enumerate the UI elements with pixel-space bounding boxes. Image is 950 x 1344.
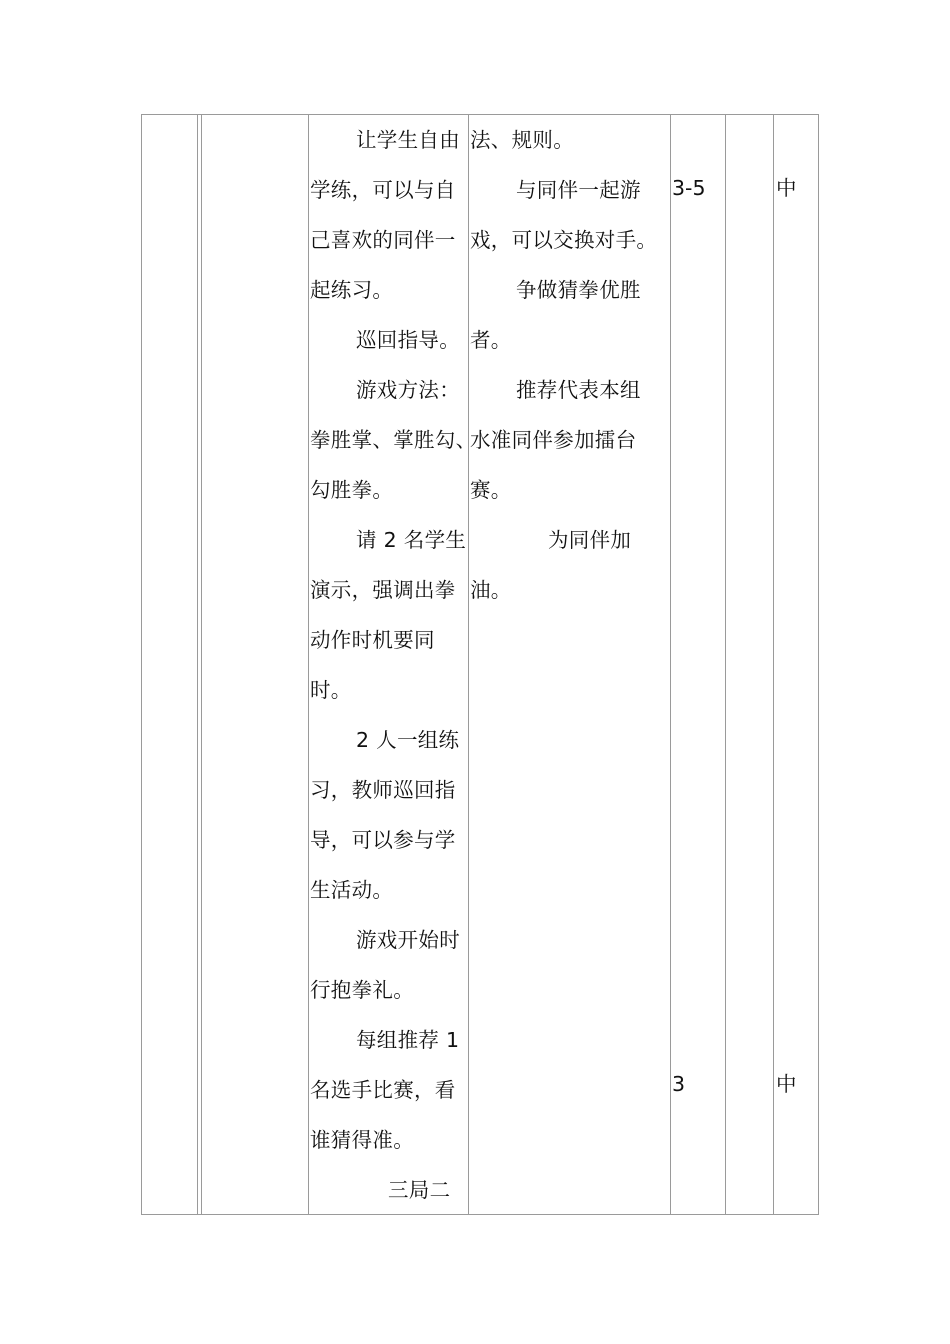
text-line: 请 2 名学生	[356, 528, 467, 552]
text-line: 生活动。	[310, 878, 394, 902]
intensity-cell: 中	[776, 176, 797, 200]
text-line: 与同伴一起游	[516, 178, 641, 202]
text-line: 游戏开始时	[356, 928, 460, 952]
column-divider	[468, 114, 469, 1215]
text-line: 者。	[470, 328, 512, 352]
text-line: 让学生自由	[356, 128, 460, 152]
text-line: 每组推荐 1	[356, 1028, 460, 1052]
text-line: 演示，强调出拳	[310, 578, 456, 602]
text-line: 水准同伴参加擂台	[470, 428, 637, 452]
text-line: 戏，可以交换对手。	[470, 228, 658, 252]
column-divider	[725, 114, 726, 1215]
text-line: 勾胜拳。	[310, 478, 394, 502]
text-line: 习，教师巡回指	[310, 778, 456, 802]
text-line: 游戏方法：	[356, 378, 460, 402]
text-line: 油。	[470, 578, 512, 602]
text-line: 拳胜掌、掌胜勾、	[310, 428, 477, 452]
column-divider	[670, 114, 671, 1215]
text-line: 时。	[310, 678, 352, 702]
intensity-cell: 中	[776, 1072, 797, 1096]
text-line: 推荐代表本组	[516, 378, 641, 402]
text-line: 争做猜拳优胜	[516, 278, 641, 302]
text-line: 导，可以参与学	[310, 828, 456, 852]
column-divider	[197, 114, 198, 1215]
text-line: 学练，可以与自	[310, 178, 456, 202]
text-line: 巡回指导。	[356, 328, 460, 352]
column-divider	[308, 114, 309, 1215]
column-divider	[201, 114, 202, 1215]
column-divider	[773, 114, 774, 1215]
text-line: 起练习。	[310, 278, 394, 302]
text-line: 行抱拳礼。	[310, 978, 414, 1002]
text-line: 三局二	[388, 1178, 451, 1202]
time-cell: 3-5	[672, 176, 706, 200]
text-line: 为同伴加	[548, 528, 632, 552]
text-line: 己喜欢的同伴一	[310, 228, 456, 252]
text-line: 2 人一组练	[356, 728, 460, 752]
text-line: 法、规则。	[470, 128, 574, 152]
time-cell: 3	[672, 1072, 686, 1096]
text-line: 名选手比赛，看	[310, 1078, 456, 1102]
text-line: 赛。	[470, 478, 512, 502]
text-line: 动作时机要同	[310, 628, 435, 652]
text-line: 谁猜得准。	[310, 1128, 414, 1152]
